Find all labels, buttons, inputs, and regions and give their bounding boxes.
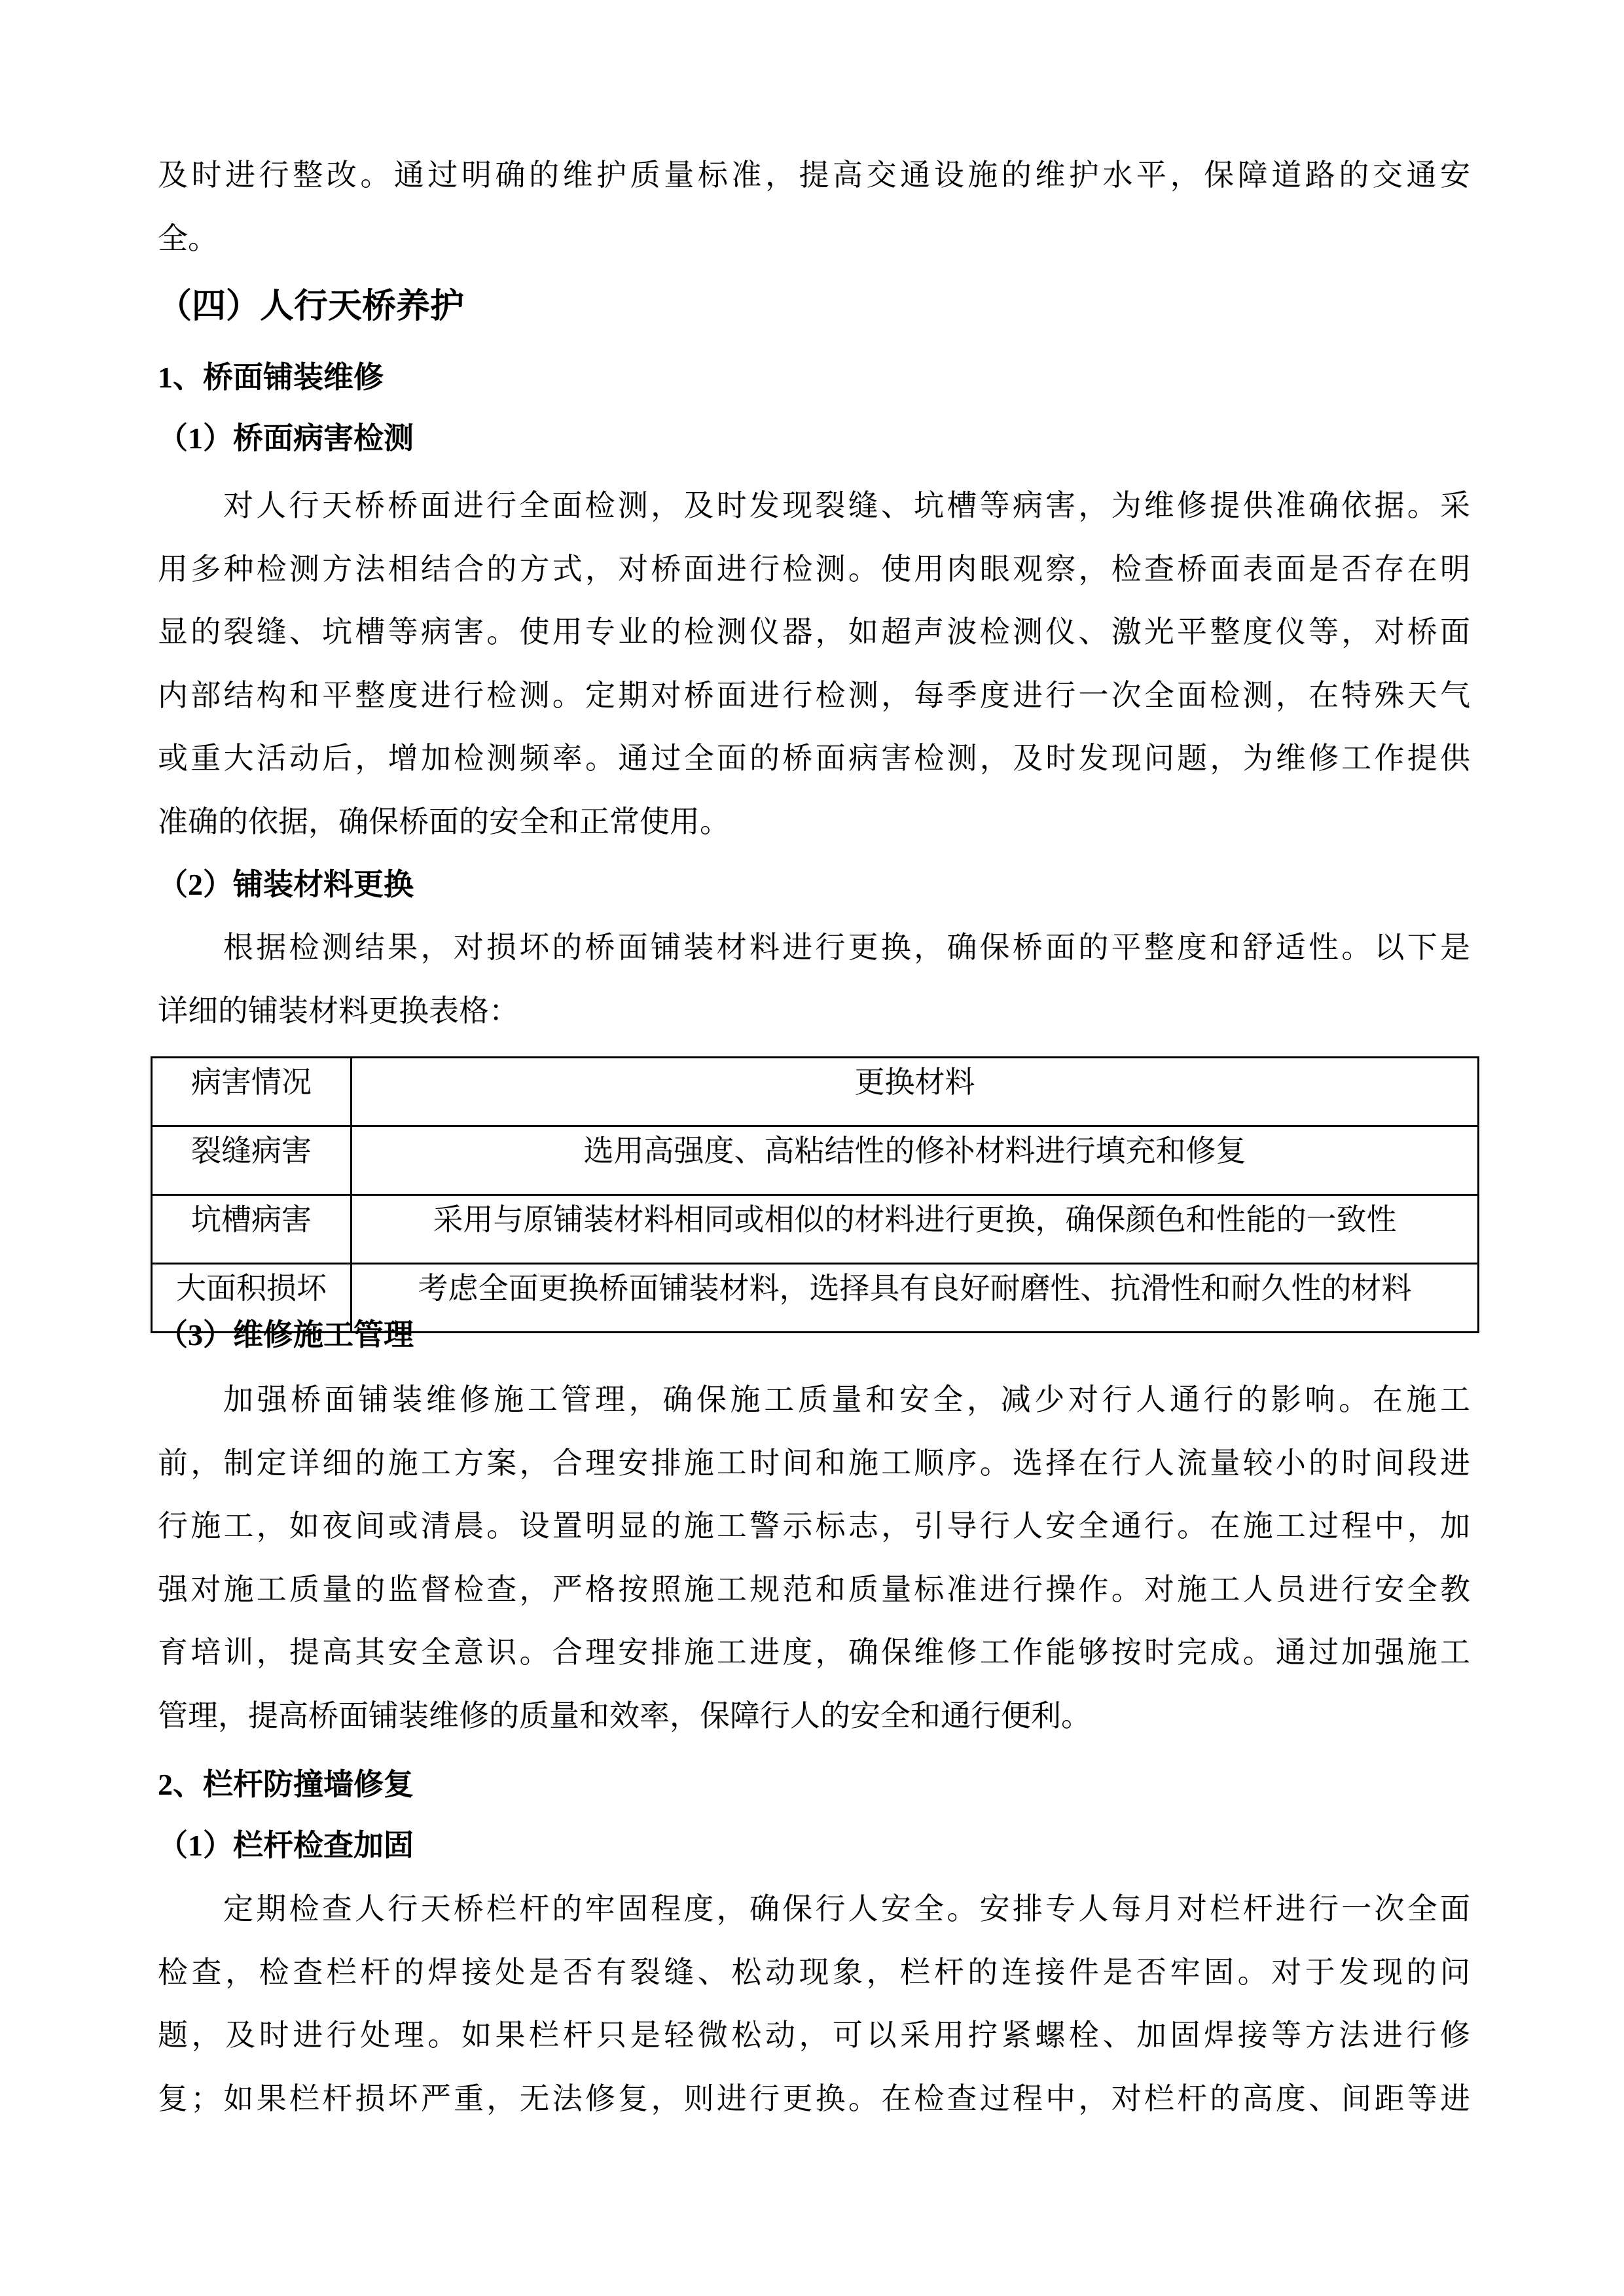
paragraph-construction — [158, 1369, 1470, 1748]
subsection-title: 1、桥面铺装维修 — [158, 361, 384, 394]
text-line: 根据检测结果，对损坏的桥面铺装材料进行更换，确保桥面的平整度和舒适性。以下是 — [223, 931, 1470, 964]
text-line: 全。 — [158, 221, 218, 255]
text-line: 或重大活动后，增加检测频率。通过全面的桥面病害检测，及时发现问题，为维修工作提供 — [158, 742, 1470, 775]
text-line: 详细的铺装材料更换表格： — [158, 994, 519, 1028]
text-line: 题，及时进行处理。如果栏杆只是轻微松动，可以采用拧紧螺栓、加固焊接等方法进行修 — [158, 2018, 1470, 2052]
text-line: 及时进行整改。通过明确的维护质量标准，提高交通设施的维护水平，保障道路的交通安 — [158, 158, 1470, 192]
text-line: 前，制定详细的施工方案，合理安排施工时间和施工顺序。选择在行人流量较小的时间段进 — [158, 1446, 1470, 1480]
table-row — [152, 1126, 1479, 1195]
item-title: （2）铺装材料更换 — [158, 868, 414, 901]
text-line: 育培训，提高其安全意识。合理安排施工进度，确保维修工作能够按时完成。通过加强施工 — [158, 1636, 1470, 1669]
table-header-cell: 更换材料 — [352, 1058, 1479, 1126]
text-line: 行施工，如夜间或清晨。设置明显的施工警示标志，引导行人安全通行。在施工过程中，加 — [158, 1509, 1470, 1543]
material-replacement-table — [151, 1056, 1479, 1333]
table-header-row — [152, 1058, 1479, 1126]
table-header-cell: 病害情况 — [152, 1058, 352, 1126]
table-cell: 大面积损坏 — [152, 1264, 352, 1333]
table-cell: 考虑全面更换桥面铺装材料，选择具有良好耐磨性、抗滑性和耐久性的材料 — [352, 1264, 1479, 1333]
item-title: （3）维修施工管理 — [158, 1318, 414, 1352]
paragraph-material — [158, 916, 1470, 1043]
text-line: 管理，提高桥面铺装维修的质量和效率，保障行人的安全和通行便利。 — [158, 1698, 1091, 1732]
item-title: （1）栏杆检查加固 — [158, 1829, 414, 1862]
text-line: 强对施工质量的监督检查，严格按照施工规范和质量标准进行操作。对施工人员进行安全教 — [158, 1572, 1470, 1606]
paragraph-railing — [158, 1878, 1470, 2130]
text-line: 复；如果栏杆损坏严重，无法修复，则进行更换。在检查过程中，对栏杆的高度、间距等进 — [158, 2081, 1470, 2115]
table-cell: 选用高强度、高粘结性的修补材料进行填充和修复 — [352, 1126, 1479, 1195]
text-line: 加强桥面铺装维修施工管理，确保施工质量和安全，减少对行人通行的影响。在施工 — [223, 1383, 1470, 1416]
table-cell: 采用与原铺装材料相同或相似的材料进行更换，确保颜色和性能的一致性 — [352, 1195, 1479, 1264]
subsection-title: 2、栏杆防撞墙修复 — [158, 1768, 414, 1801]
item-title: （1）桥面病害检测 — [158, 422, 414, 455]
table-cell: 坑槽病害 — [152, 1195, 352, 1264]
text-line: 定期检查人行天桥栏杆的牢固程度，确保行人安全。安排专人每月对栏杆进行一次全面 — [223, 1892, 1470, 1926]
table-row — [152, 1195, 1479, 1264]
intro-paragraph — [158, 144, 1470, 270]
text-line: 内部结构和平整度进行检测。定期对桥面进行检测，每季度进行一次全面检测，在特殊天气 — [158, 678, 1470, 712]
text-line: 用多种检测方法相结合的方式，对桥面进行检测。使用肉眼观察，检查桥面表面是否存在明 — [158, 552, 1470, 586]
paragraph-detection — [158, 475, 1470, 853]
text-line: 显的裂缝、坑槽等病害。使用专业的检测仪器，如超声波检测仪、激光平整度仪等，对桥面 — [158, 615, 1470, 649]
section-title: （四）人行天桥养护 — [158, 288, 465, 325]
text-line: 准确的依据，确保桥面的安全和正常使用。 — [158, 804, 730, 838]
table-cell: 裂缝病害 — [152, 1126, 352, 1195]
text-line: 检查，检查栏杆的焊接处是否有裂缝、松动现象，栏杆的连接件是否牢固。对于发现的问 — [158, 1955, 1470, 1989]
text-line: 对人行天桥桥面进行全面检测，及时发现裂缝、坑槽等病害，为维修提供准确依据。采 — [223, 489, 1470, 522]
